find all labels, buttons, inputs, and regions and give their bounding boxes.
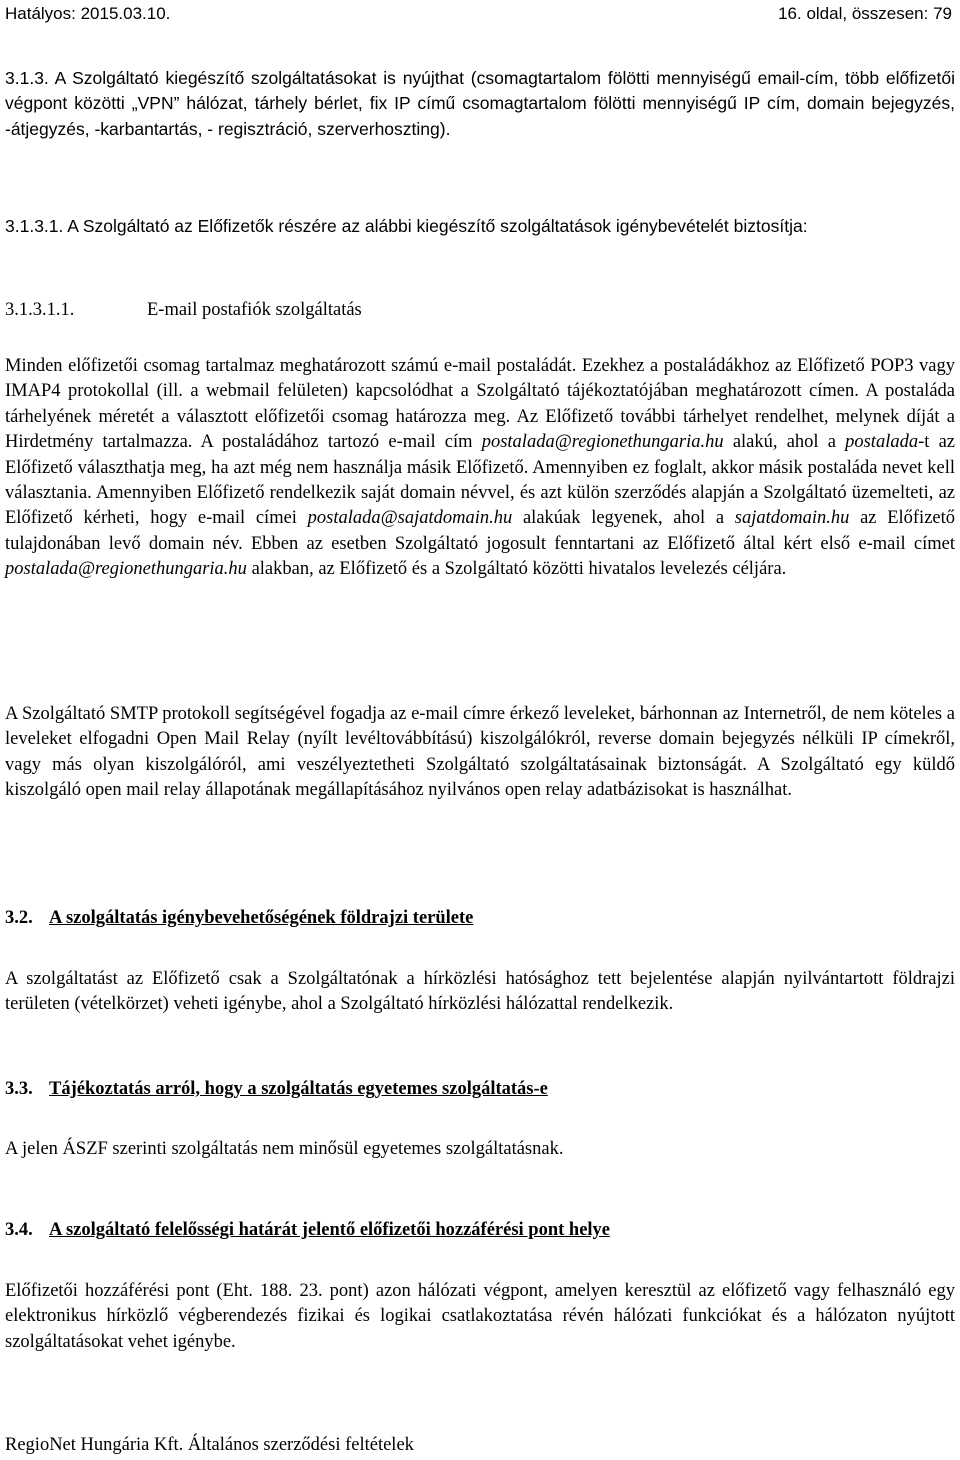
text-run: Minden előfizetői csomag tartalmaz meghatározott számú e-mail postaládát. Ezekhez a postaládákhoz az Előfizető POP3 vagy IMAP4 protokollal (ill. a webmail felületen) kapcsolódhat a Szolgáltató tájékoztatójában meghatározott címen. A postaláda tárhelyének méretét a választott előfizetői csomag határozza meg. Az Előfizető további tárhelyet rendelhet, melynek díját a Hirdetmény tartalmazza. A postaládához tartozó e-mail cím: [5, 356, 955, 453]
section-title: E-mail postafiók szolgáltatás: [147, 300, 362, 320]
section-number: 3.4.: [5, 1220, 33, 1240]
section-3-2-body: [5, 967, 955, 1018]
section-3-1-3-1: [5, 214, 955, 239]
text-run: az Előfizető tulajdonában levő domain név. Ebben az esetben Szolgáltató jogosult fenntartani az Előfizető által kért első e-mail címet: [5, 508, 956, 554]
domain-name: sajatdomain.hu: [734, 508, 850, 529]
section-3-4-text: Előfizetői hozzáférési pont (Eht. 188. 23. pont) azon hálózati végpont, amelyen keresztül az előfizető vagy felhasználó egy elektronikus hírközlő végberendezés fizikai és logikai csatlakoztatása révén hálózati funkciókat és a hálózaton nyújtott szolgáltatásokat vehet igénybe.: [5, 1281, 955, 1352]
section-3-1-3: [5, 66, 955, 142]
section-3-2-text: A szolgáltatást az Előfizető csak a Szolgáltatónak a hírközlési hatósághoz tett bejelentése alapján nyilvántartott földrajzi területen (vételkörzet) veheti igénybe, ahol a Szolgáltató hírközlési hálózattal rendelkezik.: [5, 969, 955, 1015]
section-3-3-heading: [5, 1077, 955, 1102]
section-3-3-text: A jelen ÁSZF szerinti szolgáltatás nem minősül egyetemes szolgáltatásnak.: [5, 1139, 564, 1159]
section-number: 3.2.: [5, 908, 33, 928]
section-3-4-heading: [5, 1218, 955, 1243]
section-3-1-3-text: 3.1.3. A Szolgáltató kiegészítő szolgáltatásokat is nyújthat (csomagtartalom fölötti mennyiségű email-cím, több előfizetői végpont közötti „VPN” hálózat, tárhely bérlet, fix IP című csomagtartalom fölötti mennyiségű IP cím, domain bejegyzés, -átjegyzés, -karbantartás, - regisztráció, szerverhoszting).: [5, 68, 955, 139]
section-3-3-body: [5, 1137, 955, 1162]
header-page-info: 16. oldal, összesen: 79: [778, 4, 952, 23]
smtp-paragraph-text: A Szolgáltató SMTP protokoll segítségével fogadja az e-mail címre érkező leveleket, bárhonnan az Internetről, de nem köteles a leveleket elfogadni Open Mail Relay (nyílt levéltovábbítású) kiszolgálókról, reverse domain bejegyzés nélküli IP címekről, vagy más olyan kiszolgálóról, ami veszélyeztetheti Szolgáltató szolgáltatásainak biztonságát. A Szolgáltató egy küldő kiszolgáló open mail relay állapotának megállapításához nyilvános open relay adatbázisokat is használhat.: [5, 704, 955, 801]
text-run: alakban, az Előfizető és a Szolgáltató közötti hivatalos levelezés céljára.: [246, 559, 787, 580]
page-footer: RegioNet Hungária Kft. Általános szerződési feltételek: [5, 1435, 414, 1455]
email-paragraph: [5, 354, 955, 583]
mailbox-word: postalada: [845, 432, 919, 453]
section-3-4-body: [5, 1279, 955, 1355]
header-effective-date: Hatályos: 2015.03.10.: [5, 4, 171, 23]
section-3-2-heading: [5, 906, 955, 931]
text-run: -t az Előfizető választhatja meg, ha azt még nem használja másik Előfizető. Amennyiben ez foglalt, akkor másik postaláda nevet kell választania. Amennyiben Előfizető rendelkezik saját domain névvel, és azt külön szerződés alapján a Szolgáltató üzemelteti, az Előfizető kérheti, hogy e-mail címei: [5, 432, 955, 529]
section-title: A szolgáltatás igénybevehetőségének földrajzi területe: [49, 908, 474, 928]
section-number: 3.1.3.1.1.: [5, 300, 75, 320]
email-paragraph-text: [5, 354, 955, 583]
email-address: postalada@sajatdomain.hu: [307, 508, 513, 529]
section-title: Tájékoztatás arról, hogy a szolgáltatás egyetemes szolgáltatás-e: [49, 1079, 548, 1099]
section-title: A szolgáltató felelősségi határát jelentő előfizetői hozzáférési pont helye: [49, 1220, 611, 1240]
section-number: 3.3.: [5, 1079, 33, 1099]
email-address: postalada@regionethungaria.hu: [5, 559, 247, 580]
email-address: postalada@regionethungaria.hu: [481, 432, 724, 453]
section-3-1-3-1-text: 3.1.3.1. A Szolgáltató az Előfizetők részére az alábbi kiegészítő szolgáltatások igénybevételét biztosítja:: [5, 216, 808, 236]
text-run: alakú, ahol a: [723, 432, 846, 453]
smtp-paragraph: [5, 702, 955, 804]
section-3-1-3-1-1-heading: [5, 298, 362, 323]
text-run: alakúak legyenek, ahol a: [512, 508, 735, 529]
